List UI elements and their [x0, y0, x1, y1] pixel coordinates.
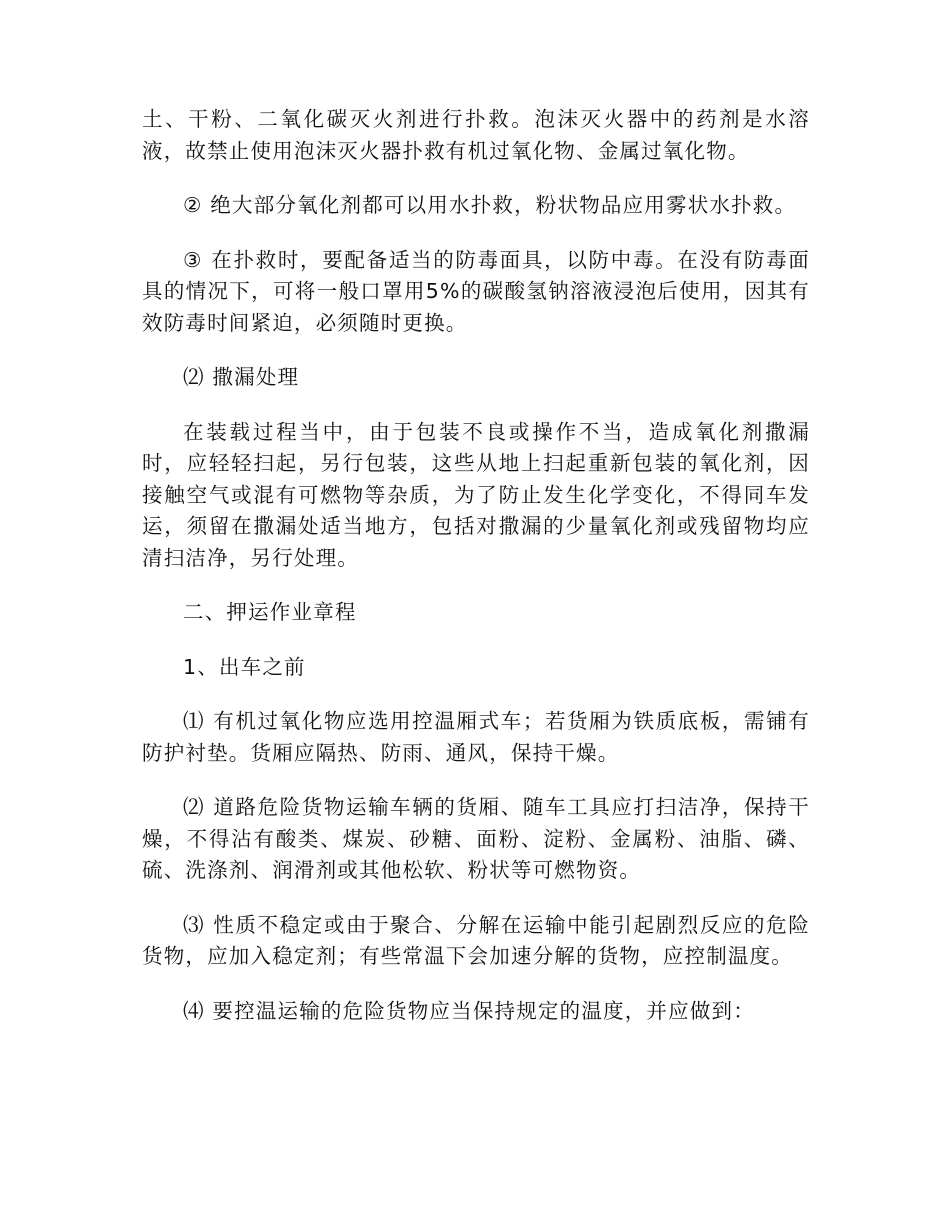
paragraph-fire-extinguisher-continued: 土、干粉、二氧化碳灭火剂进行扑救。泡沫灭火器中的药剂是水溶液，故禁止使用泡沫灭火器扑救有机过氧化物、金属过氧化物。 [142, 107, 810, 163]
section-heading-spill-handling: ⑵ 撒漏处理 [183, 365, 300, 389]
paragraph-spill-handling: 在装载过程当中，由于包装不良或操作不当，造成氧化剂撒漏时，应轻轻扫起，另行包装，这些从地上扫起重新包装的氧化剂，因接触空气或混有可燃物等杂质，为了防止发生化学变化，不得同车发运，须留在撒漏处适当地方，包括对撒漏的少量氧化剂或残留物均应清扫洁净，另行处理。 [142, 419, 810, 570]
section-heading-before-departure: 1、出车之前 [183, 654, 306, 679]
paragraph-cargo-compartment-cleaning: ⑵ 道路危险货物运输车辆的货厢、随车工具应打扫洁净，保持干燥，不得沾有酸类、煤炭、砂糖、面粉、淀粉、金属粉、油脂、磷、硫、洗涤剂、润滑剂或其他松软、粉状等可燃物资。 [142, 795, 810, 882]
document-body [142, 104, 810, 1027]
paragraph-water-extinguishing: ② 绝大部分氧化剂都可以用水扑救，粉状物品应用雾状水扑救。 [183, 193, 797, 217]
chapter-heading-escort-rules: 二、押运作业章程 [183, 600, 357, 624]
paragraph-temperature-controlled-vehicle: ⑴ 有机过氧化物应选用控温厢式车；若货厢为铁质底板，需铺有防护衬垫。货厢应隔热、防雨、通风，保持干燥。 [142, 709, 810, 765]
paragraph-temperature-control-requirements: ⑷ 要控温运输的危险货物应当保持规定的温度，并应做到： [183, 998, 755, 1023]
paragraph-stabilizer: ⑶ 性质不稳定或由于聚合、分解在运输中能引起剧烈反应的危险货物，应加入稳定剂；有些常温下会加速分解的货物，应控制温度。 [142, 912, 810, 968]
paragraph-gas-mask: ③ 在扑救时，要配备适当的防毒面具，以防中毒。在没有防毒面具的情况下，可将一般口罩用5%的碳酸氢钠溶液浸泡后使用，因其有效防毒时间紧迫，必须随时更换。 [142, 247, 810, 335]
